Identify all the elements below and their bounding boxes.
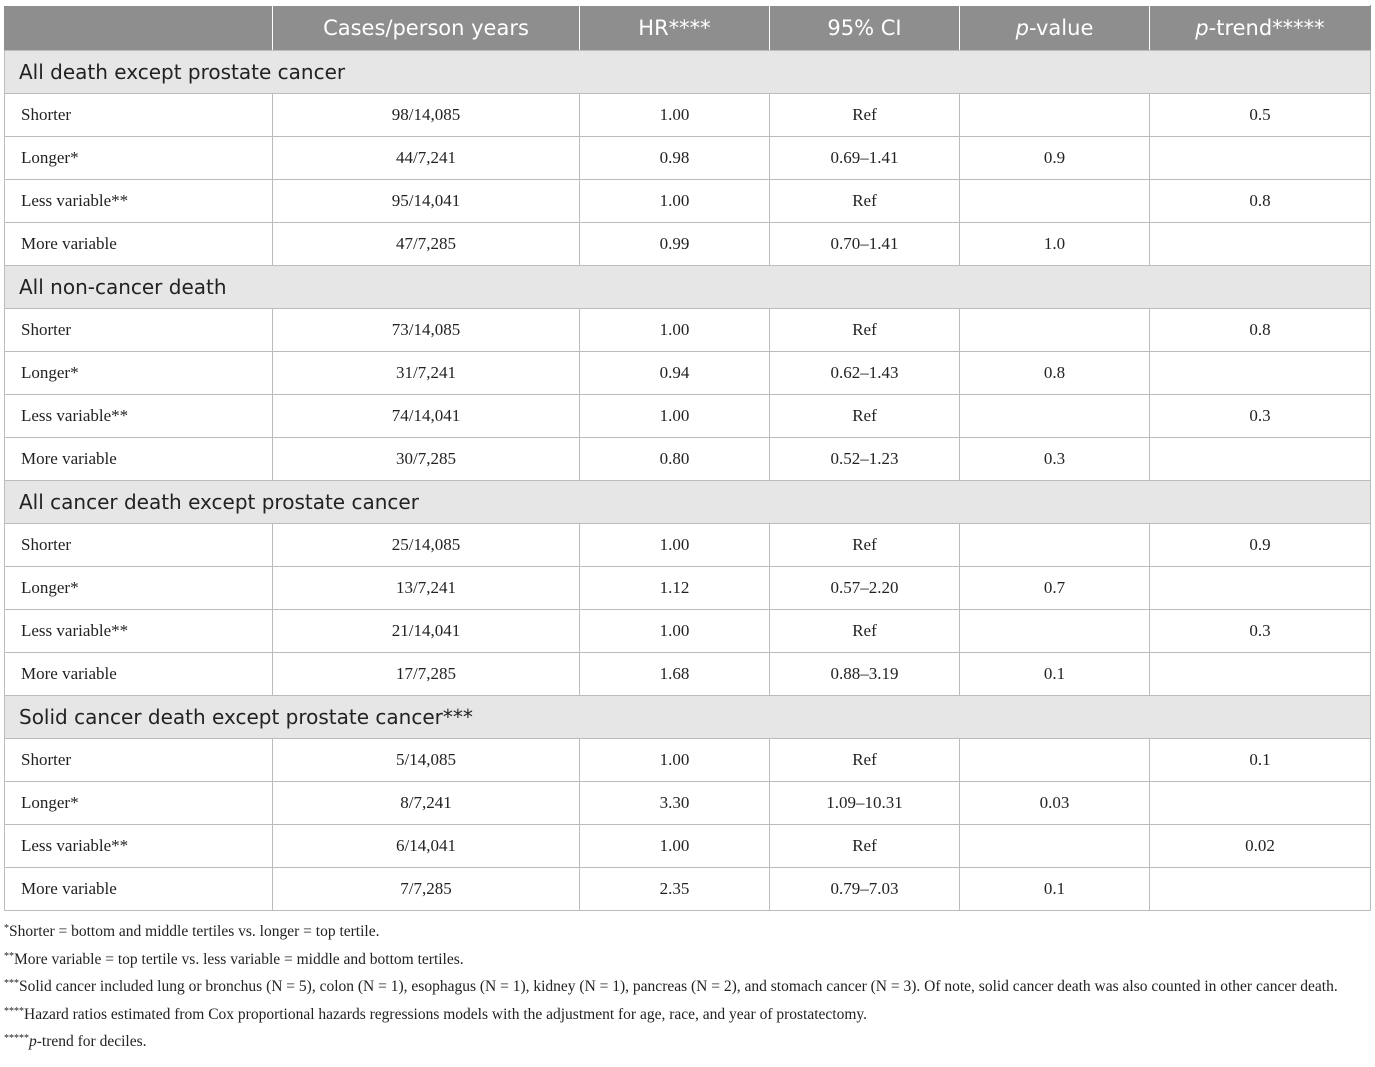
row-label: Less variable**: [5, 395, 273, 438]
cell-hr: 1.12: [580, 567, 770, 610]
header-label: [5, 6, 273, 51]
cell-hr: 1.00: [580, 610, 770, 653]
header-cases: Cases/person years: [273, 6, 580, 51]
footnote-2: [4, 945, 1370, 973]
cell-ci: Ref: [770, 610, 960, 653]
table-row: [5, 223, 1371, 266]
table-row: [5, 524, 1371, 567]
cell-p-value: [960, 309, 1150, 352]
row-label: Longer*: [5, 782, 273, 825]
table-row: [5, 137, 1371, 180]
cell-p-trend: 0.3: [1150, 610, 1371, 653]
cell-hr: 1.00: [580, 739, 770, 782]
cell-hr: 1.00: [580, 94, 770, 137]
header-italic-p: p: [1015, 16, 1029, 40]
row-label: Shorter: [5, 94, 273, 137]
row-label: Shorter: [5, 739, 273, 782]
row-label: Shorter: [5, 309, 273, 352]
row-label: Shorter: [5, 524, 273, 567]
cell-ci: 0.79–7.03: [770, 868, 960, 911]
footnote-3: [4, 972, 1370, 1000]
header-row: [5, 6, 1371, 51]
results-table: [4, 5, 1371, 911]
footnote-mark: *: [4, 923, 9, 934]
row-label: Less variable**: [5, 180, 273, 223]
cell-hr: 0.98: [580, 137, 770, 180]
table-row: [5, 180, 1371, 223]
cell-ci: Ref: [770, 825, 960, 868]
cell-cases: 21/14,041: [273, 610, 580, 653]
footnote-5: [4, 1027, 1370, 1055]
cell-ci: 0.88–3.19: [770, 653, 960, 696]
table-row: [5, 653, 1371, 696]
footnote-text: Shorter = bottom and middle tertiles vs. longer = top tertile.: [9, 923, 380, 940]
cell-cases: 73/14,085: [273, 309, 580, 352]
cell-hr: 1.00: [580, 524, 770, 567]
section-row: [5, 481, 1371, 524]
footnote-text: -trend for deciles.: [36, 1033, 147, 1050]
row-label: Less variable**: [5, 610, 273, 653]
cell-p-value: 0.1: [960, 868, 1150, 911]
cell-ci: 0.62–1.43: [770, 352, 960, 395]
cell-p-trend: [1150, 782, 1371, 825]
row-label: More variable: [5, 223, 273, 266]
cell-cases: 30/7,285: [273, 438, 580, 481]
cell-cases: 13/7,241: [273, 567, 580, 610]
footnote-mark: ****: [4, 1005, 24, 1017]
table-body: [5, 51, 1371, 911]
cell-p-value: 0.9: [960, 137, 1150, 180]
cell-hr: 1.00: [580, 309, 770, 352]
cell-p-trend: 0.3: [1150, 395, 1371, 438]
header-hr: HR****: [580, 6, 770, 51]
cell-p-value: [960, 524, 1150, 567]
cell-cases: 5/14,085: [273, 739, 580, 782]
cell-ci: 0.70–1.41: [770, 223, 960, 266]
cell-p-value: 0.7: [960, 567, 1150, 610]
section-title: All death except prostate cancer: [5, 51, 1371, 94]
cell-p-trend: [1150, 137, 1371, 180]
cell-p-trend: [1150, 352, 1371, 395]
cell-p-value: 0.03: [960, 782, 1150, 825]
header-suffix: -trend*****: [1208, 16, 1325, 40]
row-label: Longer*: [5, 352, 273, 395]
cell-p-trend: [1150, 653, 1371, 696]
cell-p-value: 1.0: [960, 223, 1150, 266]
cell-cases: 8/7,241: [273, 782, 580, 825]
cell-hr: 1.00: [580, 395, 770, 438]
cell-cases: 25/14,085: [273, 524, 580, 567]
cell-p-trend: 0.02: [1150, 825, 1371, 868]
cell-p-trend: [1150, 223, 1371, 266]
results-table-container: [4, 5, 1370, 1055]
footnote-mark: **: [4, 950, 14, 962]
cell-p-value: [960, 610, 1150, 653]
cell-p-value: 0.8: [960, 352, 1150, 395]
table-row: [5, 610, 1371, 653]
row-label: More variable: [5, 438, 273, 481]
row-label: More variable: [5, 653, 273, 696]
cell-p-value: [960, 395, 1150, 438]
footnote-4: [4, 1000, 1370, 1028]
section-row: [5, 266, 1371, 309]
section-row: [5, 696, 1371, 739]
table-row: [5, 395, 1371, 438]
cell-hr: 0.94: [580, 352, 770, 395]
cell-hr: 2.35: [580, 868, 770, 911]
cell-cases: 7/7,285: [273, 868, 580, 911]
section-title: All non-cancer death: [5, 266, 1371, 309]
cell-cases: 47/7,285: [273, 223, 580, 266]
footnotes: [4, 917, 1370, 1055]
table-row: [5, 94, 1371, 137]
table-row: [5, 868, 1371, 911]
cell-p-value: [960, 739, 1150, 782]
cell-ci: Ref: [770, 739, 960, 782]
cell-p-trend: [1150, 567, 1371, 610]
footnote-mark: *****: [4, 1033, 29, 1044]
cell-hr: 0.80: [580, 438, 770, 481]
table-row: [5, 352, 1371, 395]
footnote-text: Hazard ratios estimated from Cox proportional hazards regressions models with the adjustment for age, race, and year of prostatectomy.: [24, 1005, 868, 1023]
cell-cases: 98/14,085: [273, 94, 580, 137]
row-label: Longer*: [5, 137, 273, 180]
cell-ci: 0.69–1.41: [770, 137, 960, 180]
cell-p-trend: 0.5: [1150, 94, 1371, 137]
cell-p-trend: 0.8: [1150, 180, 1371, 223]
cell-p-value: [960, 180, 1150, 223]
cell-ci: Ref: [770, 94, 960, 137]
cell-cases: 95/14,041: [273, 180, 580, 223]
cell-p-value: [960, 825, 1150, 868]
cell-cases: 31/7,241: [273, 352, 580, 395]
table-row: [5, 309, 1371, 352]
cell-p-trend: 0.1: [1150, 739, 1371, 782]
cell-hr: 1.00: [580, 825, 770, 868]
header-p-trend: [1150, 6, 1371, 51]
cell-ci: 1.09–10.31: [770, 782, 960, 825]
cell-cases: 74/14,041: [273, 395, 580, 438]
table-row: [5, 567, 1371, 610]
cell-cases: 6/14,041: [273, 825, 580, 868]
cell-p-trend: 0.9: [1150, 524, 1371, 567]
cell-hr: 0.99: [580, 223, 770, 266]
footnote-1: [4, 917, 1370, 945]
cell-p-value: 0.3: [960, 438, 1150, 481]
cell-p-trend: [1150, 438, 1371, 481]
cell-ci: Ref: [770, 309, 960, 352]
cell-hr: 1.00: [580, 180, 770, 223]
row-label: More variable: [5, 868, 273, 911]
cell-ci: Ref: [770, 524, 960, 567]
footnote-mark: ***: [4, 978, 19, 989]
row-label: Longer*: [5, 567, 273, 610]
header-suffix: -value: [1028, 16, 1094, 40]
table-row: [5, 438, 1371, 481]
table-row: [5, 739, 1371, 782]
footnote-italic: p: [29, 1033, 37, 1050]
header-italic-p: p: [1195, 16, 1209, 40]
cell-p-value: 0.1: [960, 653, 1150, 696]
cell-ci: 0.52–1.23: [770, 438, 960, 481]
cell-hr: 1.68: [580, 653, 770, 696]
header-ci: 95% CI: [770, 6, 960, 51]
cell-p-value: [960, 94, 1150, 137]
footnote-text: More variable = top tertile vs. less variable = middle and bottom tertiles.: [14, 950, 464, 968]
cell-hr: 3.30: [580, 782, 770, 825]
cell-ci: Ref: [770, 395, 960, 438]
footnote-text: Solid cancer included lung or bronchus (N = 5), colon (N = 1), esophagus (N = 1), kidney (N = 1), pancreas (N = 2), and stomach cancer (N = 3). Of note, solid cancer death was also counted in other cancer death.: [19, 978, 1338, 995]
section-title: Solid cancer death except prostate cancer***: [5, 696, 1371, 739]
section-title: All cancer death except prostate cancer: [5, 481, 1371, 524]
cell-p-trend: [1150, 868, 1371, 911]
table-row: [5, 825, 1371, 868]
section-row: [5, 51, 1371, 94]
cell-cases: 17/7,285: [273, 653, 580, 696]
cell-p-trend: 0.8: [1150, 309, 1371, 352]
cell-ci: 0.57–2.20: [770, 567, 960, 610]
header-p-value: [960, 6, 1150, 51]
table-row: [5, 782, 1371, 825]
row-label: Less variable**: [5, 825, 273, 868]
cell-ci: Ref: [770, 180, 960, 223]
cell-cases: 44/7,241: [273, 137, 580, 180]
